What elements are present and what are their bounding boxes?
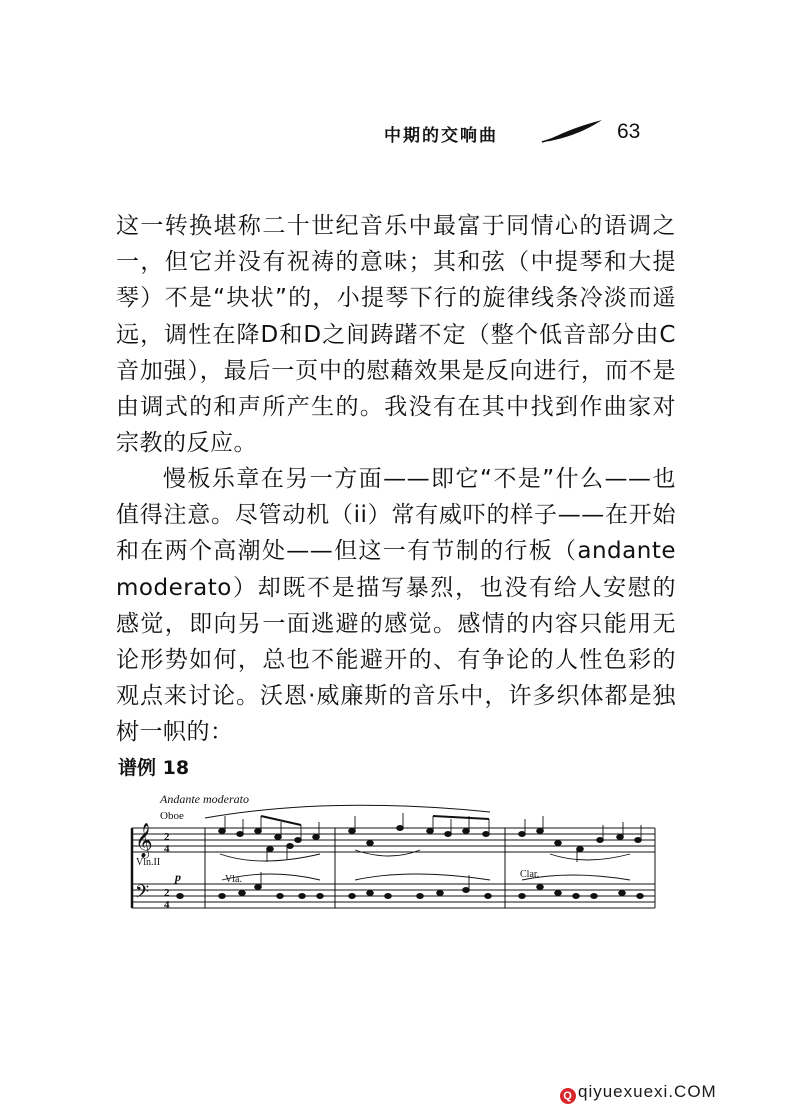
music-example-label: 谱例 18 (118, 757, 190, 779)
instrument-violin2-label: Vln.II (136, 857, 161, 868)
running-header-title: 中期的交响曲 (384, 126, 498, 146)
time-signature-top: 2 (164, 831, 170, 843)
dynamic-marking: p (175, 870, 181, 884)
time-signature-bass-top: 2 (164, 887, 170, 899)
body-paragraph-2: 慢板乐章在另一方面——即它“不是”什么——也值得注意。尽管动机（ii）常有威吓的样子——在开始和在两个高潮处——但这一有节制的行板（andante moderato）却既不是描写暴烈，也没有给人安慰的感觉，即向另一面逃避的感觉。感情的内容只能用无论形势如何，总也不能避开的、有争论的人性色彩的观点来讨论。沃恩·威廉斯的音乐中，许多织体都是独树一帜的： (116, 466, 676, 746)
bass-clef-icon: 𝄢 (135, 881, 150, 906)
body-paragraph-1: 这一转换堪称二十世纪音乐中最富于同情心的语调之一，但它并没有祝祷的意味；其和弦（中提琴和大提琴）不是“块状”的，小提琴下行的旋律线条冷淡而遥远，调性在降D和D之间踌躇不定（整个低音部分由C音加强），最后一页中的慰藉效果是反向进行，而不是由调式的和声所产生的。我没有在其中找到作曲家对宗教的反应。 (116, 213, 676, 457)
tempo-marking: Andante moderato (160, 792, 249, 806)
music-score (130, 788, 660, 920)
instrument-viola-label: Vla. (225, 874, 242, 885)
time-signature-bottom: 4 (164, 843, 170, 855)
instrument-clarinet-label: Clar. (520, 869, 540, 880)
quill-icon (540, 118, 604, 148)
bass-notes (177, 872, 644, 899)
watermark-logo-icon: Q (560, 1088, 576, 1104)
page-number: 63 (617, 120, 641, 143)
treble-clef-icon: 𝄞 (135, 824, 153, 857)
time-signature-bass-bottom: 4 (164, 899, 170, 911)
treble-notes (219, 813, 642, 862)
instrument-oboe-label: Oboe (160, 810, 184, 822)
site-watermark (560, 1082, 717, 1104)
watermark-text: qiyuexuexi.COM (578, 1082, 717, 1101)
